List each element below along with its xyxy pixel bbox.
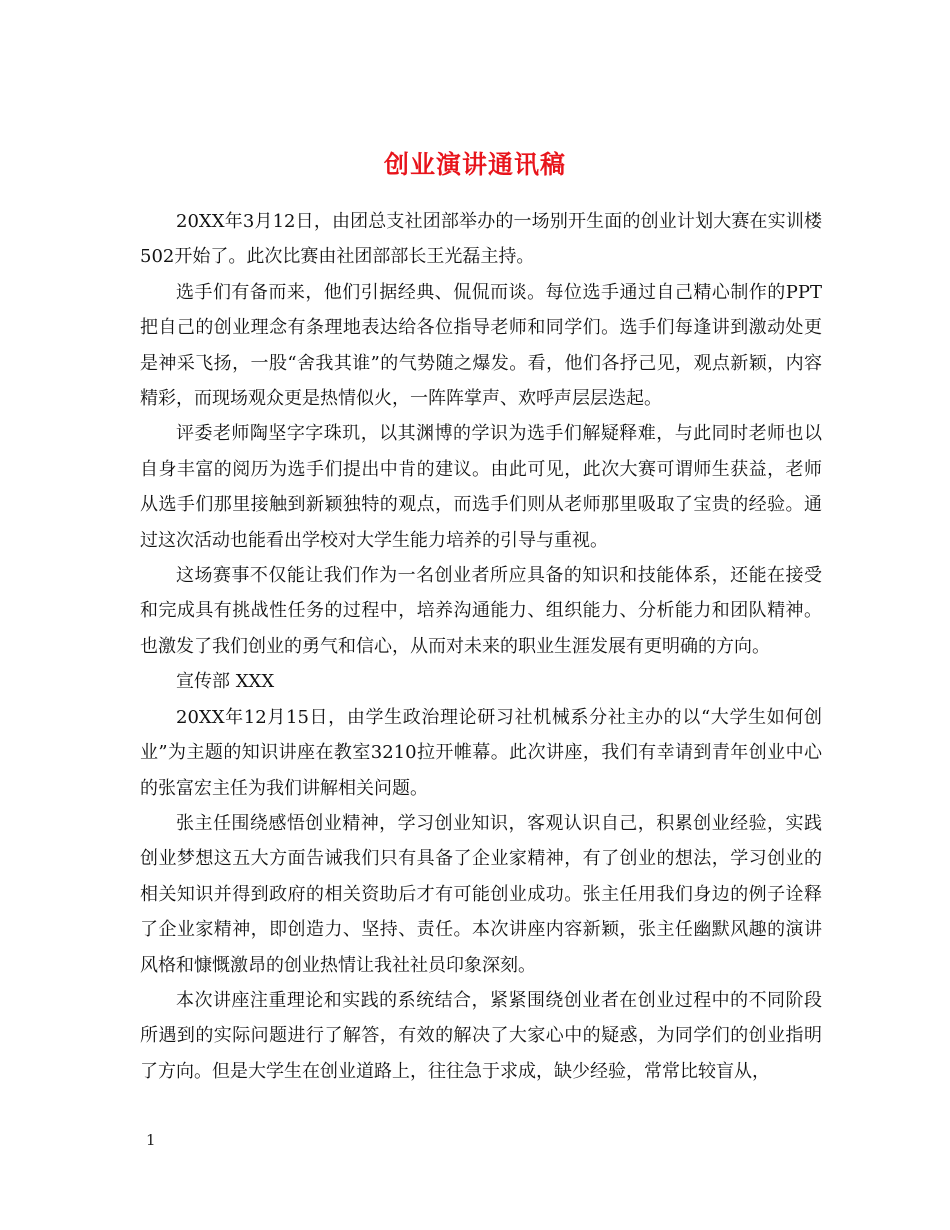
paragraph: 选手们有备而来，他们引据经典、侃侃而谈。每位选手通过自己精心制作的PPT把自己的创业理念有条理地表达给各位指导老师和同学们。选手们每逢讲到激动处更是神采飞扬，一股“舍我其谁”的气势随之爆发。看，他们各抒己见，观点新颖，内容精彩，而现场观众更是热情似火，一阵阵掌声、欢呼声层层迭起。 — [140, 281, 822, 410]
document-title: 创业演讲通讯稿 — [383, 149, 566, 179]
paragraph: 评委老师陶坚字字珠玑，以其渊博的学识为选手们解疑释难，与此同时老师也以自身丰富的阅历为选手们提出中肯的建议。由此可见，此次大赛可谓师生获益，老师从选手们那里接触到新颖独特的观点，而选手们则从老师那里吸取了宝贵的经验。通过这次活动也能看出学校对大学生能力培养的引导与重视。 — [140, 423, 822, 551]
paragraph: 这场赛事不仅能让我们作为一名创业者所应具备的知识和技能体系，还能在接受和完成具有挑战性任务的过程中，培养沟通能力、组织能力、分析能力和团队精神。也激发了我们创业的勇气和信心，从而对未来的职业生涯发展有更明确的方向。 — [140, 565, 822, 657]
document-body — [140, 204, 822, 1089]
paragraph: 20XX年3月12日，由团总支社团部举办的一场别开生面的创业计划大赛在实训楼502开始了。此次比赛由社团部部长王光磊主持。 — [140, 211, 822, 268]
paragraph: 20XX年12月15日，由学生政治理论研习社机械系分社主办的以“大学生如何创业”为主题的知识讲座在教室3210拉开帷幕。此次讲座，我们有幸请到青年创业中心的张富宏主任为我们讲解相关问题。 — [140, 706, 822, 799]
page-number: 1 — [146, 1131, 156, 1149]
signature-line: 宣传部 XXX — [176, 671, 275, 693]
paragraph: 本次讲座注重理论和实践的系统结合，紧紧围绕创业者在创业过程中的不同阶段所遇到的实际问题进行了解答，有效的解决了大家心中的疑惑，为同学们的创业指明了方向。但是大学生在创业道路上，往往急于求成，缺少经验，常常比较盲从， — [140, 989, 822, 1082]
paragraph: 张主任围绕感悟创业精神，学习创业知识，客观认识自己，积累创业经验，实践创业梦想这五大方面告诫我们只有具备了企业家精神，有了创业的想法，学习创业的相关知识并得到政府的相关资助后才有可能创业成功。张主任用我们身边的例子诠释了企业家精神，即创造力、坚持、责任。本次讲座内容新颖，张主任幽默风趣的演讲风格和慷慨激昂的创业热情让我社社员印象深刻。 — [140, 812, 822, 976]
